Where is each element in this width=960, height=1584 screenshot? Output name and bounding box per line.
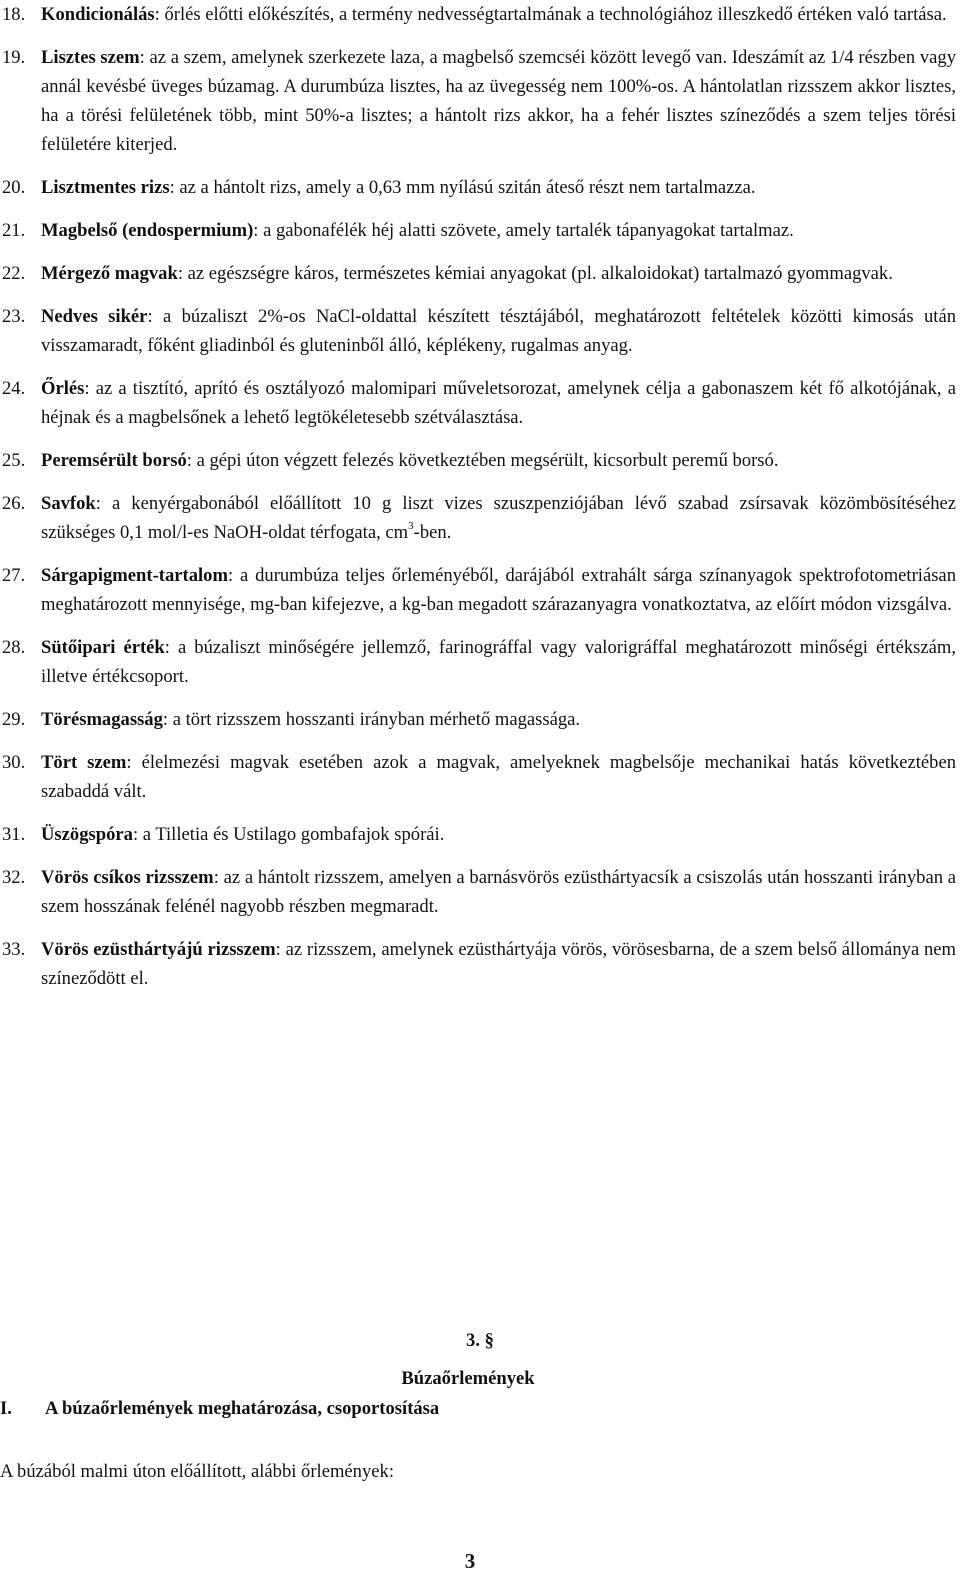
definition-item	[0, 259, 956, 288]
section-roman-numeral: I.	[0, 1398, 12, 1419]
definition-text: : az a szem, amelynek szerkezete laza, a magbelső szemcséi között levegő van. Ideszámít az 1/4 részben vagy annál kevésbé üveges búzamag. A durumbúza lisztes, ha az üvegesség nem 100%-os. A hántolatlan rizsszem akkor lisztes, ha a törési felületének több, mint 50%-a lisztes; a hántolt rizs akkor, ha a fehér lisztes színeződés a szem teljes törési felületére kiterjed.	[41, 47, 956, 155]
definition-term: Magbelső (endospermium)	[41, 220, 254, 241]
definition-term: Őrlés	[41, 378, 85, 399]
definition-text: : őrlés előtti előkészítés, a termény nedvességtartalmának a technológiához illeszkedő értéken való tartása.	[154, 4, 947, 25]
definition-term: Tört szem	[41, 752, 127, 773]
definition-text: : élelmezési magvak esetében azok a magvak, amelyeknek magbelsője mechanikai hatás következtében szabaddá vált.	[41, 752, 956, 802]
definition-item	[0, 302, 956, 360]
definition-text: : az rizsszem, amelynek ezüsthártyája vörös, vörösesbarna, de a szem belső állománya nem színeződött el.	[41, 939, 956, 989]
definition-term: Mérgező magvak	[41, 263, 178, 284]
definition-number: 19.	[2, 47, 26, 68]
definition-item	[0, 173, 956, 202]
definition-number: 21.	[2, 220, 26, 241]
definition-term: Sütőipari érték	[41, 637, 165, 658]
definition-item	[0, 561, 956, 619]
definition-item	[0, 43, 956, 159]
definition-item	[0, 935, 956, 993]
definition-term: Sárgapigment-tartalom	[41, 565, 228, 586]
definition-term: Kondicionálás	[41, 4, 155, 25]
definition-number: 18.	[2, 4, 26, 25]
definition-text: : a búzaliszt minőségére jellemző, farinográffal vagy valorigráffal meghatározott minőségi értékszám, illetve értékcsoport.	[41, 637, 956, 687]
definition-text: : az egészségre káros, természetes kémiai anyagokat (pl. alkaloidokat) tartalmazó gyommagvak.	[177, 263, 893, 284]
definition-term: Nedves sikér	[41, 306, 148, 327]
page-number: 3	[464, 1549, 476, 1573]
definition-text: : a Tilletia és Ustilago gombafajok spórái.	[132, 824, 445, 845]
definition-item	[0, 0, 956, 29]
definition-number: 30.	[2, 752, 26, 773]
definition-text: : a durumbúza teljes őrleményéből, darájából extrahált sárga színanyagok spektrofotometriásan meghatározott mennyisége, mg-ban kifejezve, a kg-ban megadott szárazanyagra vonatkoztatva, az előírt módon vizsgálva.	[41, 565, 956, 615]
definition-term: Üszögspóra	[41, 824, 133, 845]
definition-text: : az a hántolt rizsszem, amelyen a barnásvörös ezüsthártyacsík a csiszolás után hosszanti irányban a szem hosszának felénél nagyobb részben megmaradt.	[41, 867, 956, 917]
definition-number: 23.	[2, 306, 26, 327]
section-heading	[0, 1394, 439, 1423]
definition-text: : a gépi úton végzett felezés következtében megsérült, kicsorbult peremű borsó.	[186, 450, 779, 471]
definition-item	[0, 705, 956, 734]
definition-text: : a gabonafélék héj alatti szövete, amely tartalék tápanyagokat tartalmaz.	[253, 220, 794, 241]
section-title: A búzaőrlemények meghatározása, csoportosítása	[45, 1398, 440, 1419]
definition-number: 32.	[2, 867, 26, 888]
definition-term: Peremsérült borsó	[41, 450, 187, 471]
definition-term: Törésmagasság	[41, 709, 163, 730]
definition-number: 29.	[2, 709, 26, 730]
definition-item	[0, 374, 956, 432]
definition-number: 27.	[2, 565, 26, 586]
definition-item	[0, 820, 956, 849]
definition-item	[0, 216, 956, 245]
definition-text: : a tört rizsszem hosszanti irányban mérhető magassága.	[162, 709, 581, 730]
superscript: 3	[408, 519, 414, 532]
chapter-number: 3. §	[466, 1330, 494, 1351]
definition-term: Vörös ezüsthártyájú rizsszem	[41, 939, 276, 960]
definition-number: 26.	[2, 493, 26, 514]
intro-paragraph: A búzából malmi úton előállított, alábbi őrlemények:	[0, 1461, 394, 1482]
definition-item	[0, 748, 956, 806]
definition-item	[0, 446, 956, 475]
definition-number: 20.	[2, 177, 26, 198]
definition-number: 31.	[2, 824, 26, 845]
definition-text: : az a hántolt rizs, amely a 0,63 mm nyílású szitán áteső részt nem tartalmazza.	[169, 177, 756, 198]
definition-term: Lisztmentes rizs	[41, 177, 170, 198]
definition-number: 33.	[2, 939, 26, 960]
definition-text: : a búzaliszt 2%-os NaCl-oldattal készített tésztájából, meghatározott feltételek közötti kimosás után visszamaradt, főként gliadinból és gluteninből álló, képlékeny, rugalmas anyag.	[41, 306, 956, 356]
definition-text-after: -ben.	[413, 522, 452, 543]
definition-number: 28.	[2, 637, 26, 658]
chapter-title: Búzaőrlemények	[401, 1368, 535, 1389]
definition-item	[0, 489, 956, 547]
definition-text: : a kenyérgabonából előállított 10 g liszt vizes szuszpenziójában lévő szabad zsírsavak közömbösítéséhez szükséges 0,1 mol/l-es NaOH-oldat térfogata, cm	[41, 493, 956, 543]
definition-item	[0, 863, 956, 921]
definition-term: Lisztes szem	[41, 47, 140, 68]
definition-number: 22.	[2, 263, 26, 284]
definition-item	[0, 633, 956, 691]
definition-number: 25.	[2, 450, 26, 471]
definition-text: : az a tisztító, aprító és osztályozó malomipari műveletsorozat, amelynek célja a gabonaszem két fő alkotójának, a héjnak és a magbelsőnek a lehető legtökéletesebb szétválasztása.	[41, 378, 956, 428]
definition-term: Savfok	[41, 493, 96, 514]
definition-term: Vörös csíkos rizsszem	[41, 867, 214, 888]
definition-number: 24.	[2, 378, 26, 399]
